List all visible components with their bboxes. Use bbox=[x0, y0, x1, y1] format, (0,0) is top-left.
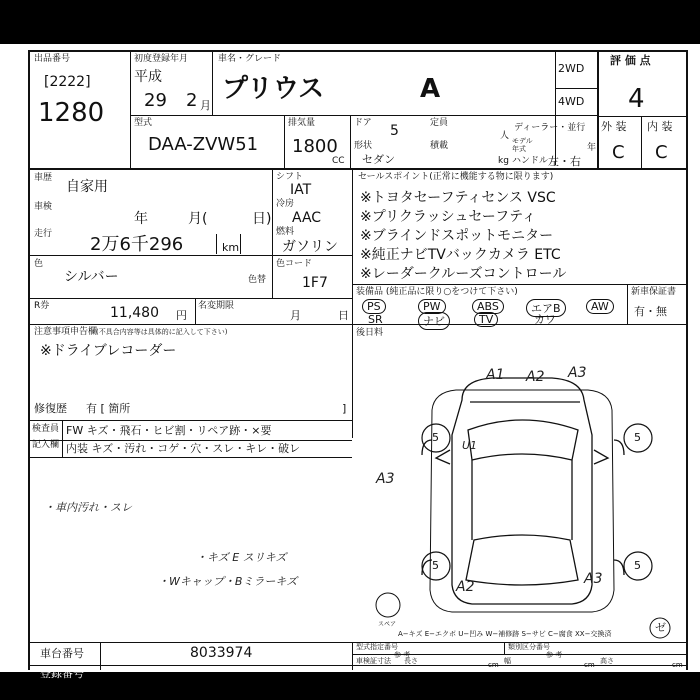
mileage-value: 2万6千296 bbox=[90, 234, 184, 255]
registration-month: 2 bbox=[186, 90, 198, 111]
inspector-stamp: ゼ bbox=[655, 621, 666, 634]
chassis-label: 車台番号 bbox=[40, 647, 84, 660]
damage-mark-a3-rear: A3 bbox=[584, 571, 603, 587]
color-code-value: 1F7 bbox=[302, 275, 328, 291]
sales-point-item: ※プリクラッシュセーフティ bbox=[360, 209, 536, 225]
wheel-front-left: 5 bbox=[432, 431, 439, 444]
displacement-unit: CC bbox=[332, 156, 345, 166]
inspection-month: 月( bbox=[188, 211, 208, 227]
equipment-pw: PW bbox=[418, 299, 446, 314]
equipment-airbag: エアB bbox=[526, 299, 566, 317]
damage-mark-a2-rear: A2 bbox=[456, 579, 475, 595]
inspector-row-interior: 内装 キズ・汚れ・コゲ・穴・スレ・キレ・破レ bbox=[66, 442, 301, 455]
equipment-sr: SR bbox=[368, 313, 383, 326]
width-label: 幅 bbox=[504, 657, 511, 665]
lot-label: 出品番号 bbox=[34, 54, 71, 64]
spare-label: スペア bbox=[378, 621, 397, 628]
recycle-label: R券 bbox=[34, 301, 50, 311]
rear-label: 後日料 bbox=[356, 328, 384, 338]
car-damage-diagram bbox=[352, 340, 686, 640]
chassis-number: 8033974 bbox=[190, 645, 253, 661]
class-number-sub: 参 考 bbox=[546, 651, 563, 659]
sales-points-label: セールスポイント(正常に機能する物に限ります) bbox=[358, 172, 554, 182]
car-grade: A bbox=[420, 74, 441, 104]
history-value: 自家用 bbox=[66, 179, 108, 195]
caution-label: 注意事項申告欄 bbox=[34, 327, 98, 337]
car-name-label: 車名・グレード bbox=[218, 54, 282, 64]
interior-label: 内 装 bbox=[647, 120, 673, 133]
wheel-front-right: 5 bbox=[634, 431, 641, 444]
body-type: セダン bbox=[362, 153, 396, 166]
sales-point-item: ※ブラインドスポットモニター bbox=[360, 228, 554, 244]
inspector-note-3: ・Wキャップ・Bミラーキズ bbox=[158, 575, 298, 588]
equipment-aw: AW bbox=[586, 299, 614, 314]
inspector-label-2: 記入欄 bbox=[32, 440, 60, 450]
damage-mark-a2: A2 bbox=[526, 369, 545, 385]
height-unit: cm bbox=[672, 661, 683, 669]
history-label: 車歴 bbox=[34, 173, 53, 183]
name-change-day: 日 bbox=[338, 309, 349, 322]
equipment-abs: ABS bbox=[472, 299, 504, 314]
exterior-grade: C bbox=[612, 142, 625, 163]
registration-label: 登録番号 bbox=[40, 667, 84, 680]
damage-mark-a1: A1 bbox=[486, 367, 505, 383]
fuel-value: ガソリン bbox=[282, 239, 338, 255]
ac-label: 冷房 bbox=[276, 199, 295, 209]
model-year-unit: 年 bbox=[587, 143, 597, 153]
bottom-black-bar bbox=[0, 672, 700, 700]
inspection-label: 車検 bbox=[34, 202, 53, 212]
registration-year: 29 bbox=[144, 90, 167, 111]
caution-text: ※ドライブレコーダー bbox=[40, 343, 177, 359]
mileage-unit: km bbox=[222, 241, 240, 254]
car-name: プリウス bbox=[222, 74, 325, 104]
interior-grade: C bbox=[655, 142, 668, 163]
equipment-navi: ナビ bbox=[418, 312, 450, 330]
damage-mark-a3-left: A3 bbox=[376, 471, 395, 487]
width-unit: cm bbox=[584, 661, 595, 669]
sales-point-item: ※純正ナビTVバックカメラ ETC bbox=[360, 247, 561, 263]
displacement: 1800 bbox=[292, 136, 338, 157]
body-label: 形状 bbox=[354, 141, 373, 151]
dealer-label: ディーラー・並行 bbox=[514, 123, 586, 133]
repair-history-label: 修復歴 bbox=[34, 402, 67, 415]
doors: 5 bbox=[390, 123, 399, 139]
fuel-label: 燃料 bbox=[276, 227, 295, 237]
warranty-value: 有・無 bbox=[634, 305, 667, 318]
inspector-note-2: ・キズ E スリキズ bbox=[196, 551, 287, 564]
month-unit: 月 bbox=[200, 99, 211, 112]
recycle-amount: 11,480 bbox=[110, 305, 159, 321]
wheel-rear-left: 5 bbox=[432, 559, 439, 572]
damage-mark-u1: U1 bbox=[462, 439, 478, 452]
sales-point-item: ※レーダークルーズコントロール bbox=[360, 266, 567, 282]
type-designation-sub: 参 考 bbox=[394, 651, 411, 659]
damage-legend: A−キズ E−エクボ U−凹み W−補修跡 S−サビ C−腐食 XX−交換済 bbox=[398, 630, 612, 638]
name-change-month: 月 bbox=[290, 309, 301, 322]
load-label: 積載 bbox=[430, 141, 449, 151]
capacity-label: 定員 bbox=[430, 118, 449, 128]
color-change-label: 色替 bbox=[248, 275, 267, 285]
evaluation-label: 評 価 点 bbox=[610, 54, 651, 67]
capacity-unit: 人 bbox=[500, 131, 510, 141]
wheel-rear-right: 5 bbox=[634, 559, 641, 572]
equipment-tv: TV bbox=[474, 312, 498, 327]
shift-value: IAT bbox=[290, 182, 312, 198]
displacement-label: 排気量 bbox=[288, 118, 316, 128]
handle-value: 左・右 bbox=[548, 155, 581, 168]
ac-value: AAC bbox=[292, 210, 322, 226]
length-label: 長さ bbox=[404, 657, 418, 665]
inspection-year: 年 bbox=[134, 211, 148, 227]
top-black-bar bbox=[0, 0, 700, 44]
inspector-note-1: ・車内汚れ・スレ bbox=[44, 501, 132, 514]
class-number-label: 類別区分番号 bbox=[508, 643, 550, 651]
equipment-leather: カワ bbox=[534, 313, 556, 326]
era-label: 平成 bbox=[134, 69, 162, 85]
lot-code: [2222] bbox=[44, 74, 91, 90]
name-change-label: 名変期限 bbox=[198, 301, 235, 311]
load-unit: kg bbox=[498, 156, 509, 166]
model-year-label: モデル 年式 bbox=[512, 137, 533, 153]
inspector-label: 検査員 bbox=[32, 424, 60, 434]
color-code-label: 色コード bbox=[276, 259, 313, 269]
evaluation-score: 4 bbox=[628, 84, 645, 114]
damage-mark-a3: A3 bbox=[568, 365, 587, 381]
model-code: DAA-ZVW51 bbox=[148, 134, 259, 155]
equipment-label: 装備品 (純正品に限り○をつけて下さい) bbox=[356, 287, 518, 297]
length-unit: cm bbox=[488, 661, 499, 669]
model-label: 型式 bbox=[134, 118, 153, 128]
drive-2wd: 2WD bbox=[558, 62, 585, 75]
shift-label: シフト bbox=[276, 172, 304, 182]
doors-label: ドア bbox=[354, 118, 372, 128]
mileage-label: 走行 bbox=[34, 229, 53, 239]
exterior-label: 外 装 bbox=[601, 120, 627, 133]
drive-4wd: 4WD bbox=[558, 95, 585, 108]
color-value: シルバー bbox=[64, 269, 119, 285]
sales-point-item: ※トヨタセーフティセンス VSC bbox=[360, 190, 556, 206]
warranty-label: 新車保証書 bbox=[631, 287, 677, 297]
first-registration-label: 初度登録年月 bbox=[134, 54, 189, 64]
dimension-label: 車検証寸法 bbox=[356, 657, 391, 665]
height-label: 高さ bbox=[600, 657, 614, 665]
handle-label: ハンドル bbox=[512, 156, 549, 166]
recycle-unit: 円 bbox=[176, 309, 187, 322]
repair-history-value: 有 [ 箇所 bbox=[86, 402, 131, 415]
inspection-day: 日) bbox=[252, 211, 272, 227]
caution-sublabel: (不具合内容等は具体的に記入して下さい) bbox=[96, 328, 228, 336]
repair-history-close: ] bbox=[342, 402, 347, 415]
color-label: 色 bbox=[34, 259, 44, 269]
inspector-row-fw: FW キズ・飛石・ヒビ割・リペア跡・×要 bbox=[66, 424, 272, 437]
lot-number: 1280 bbox=[38, 98, 105, 128]
equipment-ps: PS bbox=[362, 299, 386, 314]
type-designation-label: 型式指定番号 bbox=[356, 643, 398, 651]
